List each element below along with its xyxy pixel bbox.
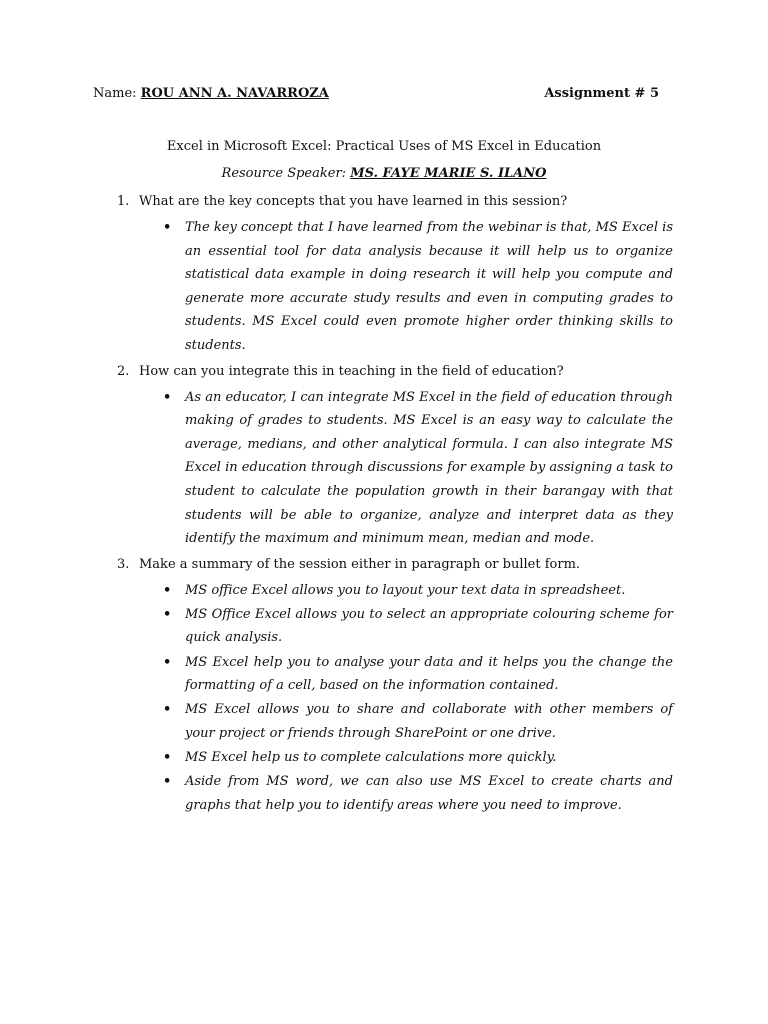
question-number: 2. bbox=[117, 363, 130, 379]
assignment-number: Assignment # 5 bbox=[544, 86, 659, 101]
question-text: How can you integrate this in teaching in the field of education? bbox=[139, 363, 564, 379]
answer-list-2 bbox=[117, 386, 673, 551]
summary-item: • MS Excel allows you to share and collaborate with other members of your project or friends through SharePoint or one drive. bbox=[185, 698, 673, 745]
summary-item: • MS Excel help you to analyse your data and it helps you the change the formatting of a cell, based on the information contained. bbox=[185, 651, 673, 698]
summary-item: • MS Office Excel allows you to select an appropriate colouring scheme for quick analysis. bbox=[185, 603, 673, 650]
student-name: ROU ANN A. NAVARROZA bbox=[140, 86, 329, 101]
question-3 bbox=[117, 555, 673, 575]
questions-section bbox=[117, 192, 673, 821]
summary-item: • MS office Excel allows you to layout your text data in spreadsheet. bbox=[185, 579, 673, 603]
answer-list-1 bbox=[117, 216, 673, 358]
document-title: Excel in Microsoft Excel: Practical Uses of MS Excel in Education bbox=[166, 139, 602, 154]
question-2 bbox=[117, 362, 673, 382]
summary-list bbox=[117, 579, 673, 817]
name-label: Name: bbox=[93, 86, 137, 101]
speaker-label: Resource Speaker: bbox=[221, 166, 347, 181]
name-block bbox=[93, 86, 329, 101]
question-text: Make a summary of the session either in paragraph or bullet form. bbox=[139, 556, 581, 572]
speaker-name: MS. FAYE MARIE S. ILANO bbox=[350, 166, 547, 181]
resource-speaker-line bbox=[0, 166, 768, 181]
summary-item: • Aside from MS word, we can also use MS Excel to create charts and graphs that help you to identify areas where you need to improve. bbox=[185, 770, 673, 817]
header-row bbox=[93, 86, 659, 106]
answer-item: • As an educator, I can integrate MS Excel in the field of education through making of grades to students. MS Excel is an easy way to calculate the average, medians, and other analytical formula. I can also integrate MS Excel in education through discussions for example by assigning a task to student to calculate the population growth in their barangay with that students will be able to organize, analyze and interpret data as they identify the maximum and minimum mean, median and mode. bbox=[185, 386, 673, 551]
summary-item: • MS Excel help us to complete calculations more quickly. bbox=[185, 746, 673, 770]
question-text: What are the key concepts that you have learned in this session? bbox=[139, 194, 568, 209]
question-number: 3. bbox=[117, 556, 130, 572]
question-1 bbox=[117, 192, 673, 212]
answer-item: • The key concept that I have learned from the webinar is that, MS Excel is an essential tool for data analysis because it will help us to organize statistical data example in doing research it will help you compute and generate more accurate study results and even in computing grades to students. MS Excel could even promote higher order thinking skills to students. bbox=[185, 216, 673, 358]
question-number: 1. bbox=[117, 194, 130, 209]
